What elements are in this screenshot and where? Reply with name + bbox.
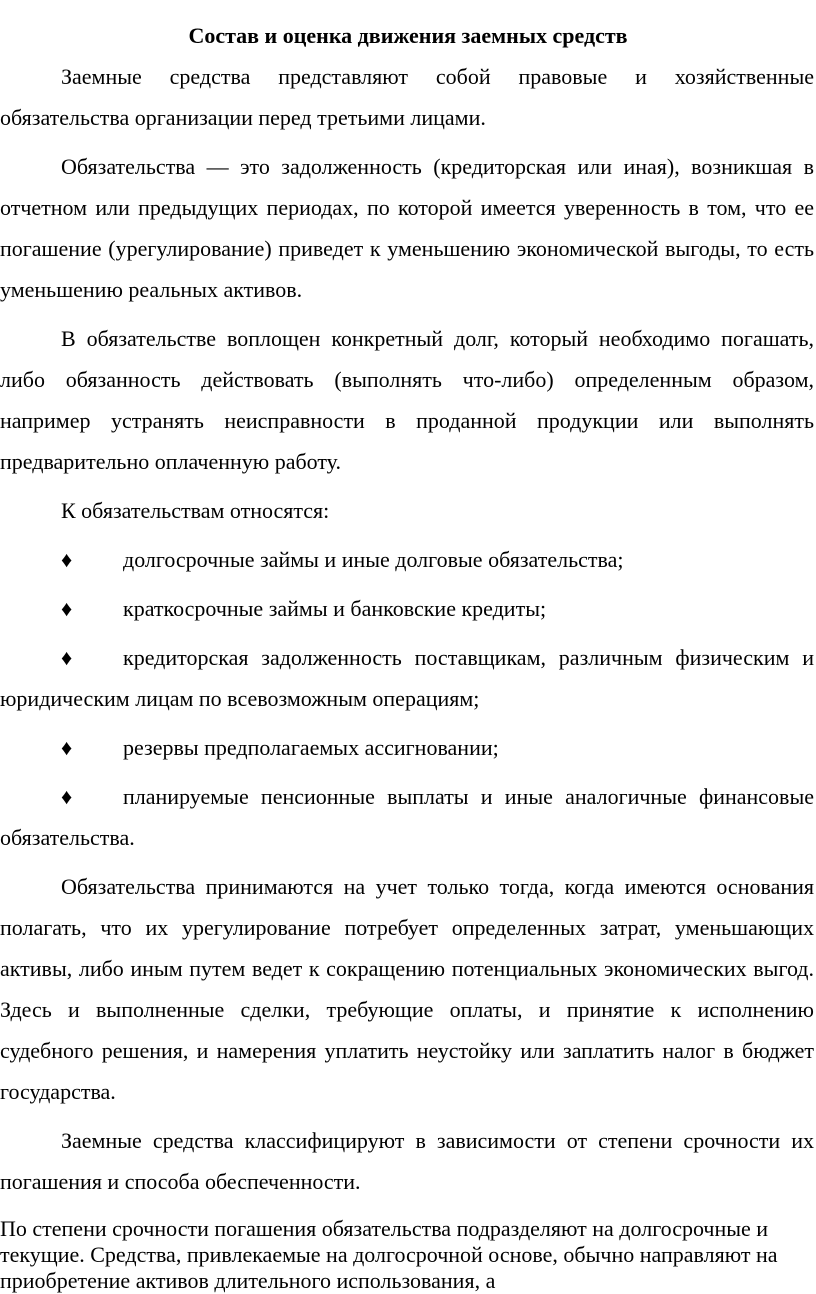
list-item — [0, 776, 814, 858]
paragraph-list-intro: К обязательствам относятся: — [61, 498, 330, 523]
document-title: Состав и оценка движения заемных средств — [188, 23, 628, 48]
list-item — [0, 727, 814, 768]
list-item — [0, 588, 814, 629]
diamond-bullet-icon: ♦ — [61, 547, 73, 572]
diamond-bullet-icon: ♦ — [61, 596, 73, 621]
diamond-bullet-icon: ♦ — [61, 645, 73, 670]
paragraph-classification: Заемные средства классифицируют в зависимости от степени срочности их погашения и способа обеспеченности. — [0, 1128, 814, 1194]
list-item — [0, 539, 814, 580]
paragraph-definition: Заемные средства представляют собой правовые и хозяйственные обязательства организации перед третьими лицами. — [0, 64, 814, 130]
paragraph-debt: В обязательстве воплощен конкретный долг, который необходимо погашать, либо обязанность действовать (выполнять что-либо) определенным образом, например устранять неисправности в проданной продукции или выполнять предварительно оплаченную работу. — [0, 326, 814, 474]
list-item-text: кредиторская задолженность поставщикам, различным физическим и юридическим лицам по всевозможным операциям; — [0, 645, 814, 711]
paragraph-maturity: По степени срочности погашения обязательства подразделяют на долгосрочные и текущие. Средства, привлекаемые на долгосрочной основе, обычно направляют на приобретение активов длительного использования, а — [0, 1216, 778, 1293]
list-item — [0, 637, 814, 719]
diamond-bullet-icon: ♦ — [61, 735, 73, 760]
paragraph-recognition: Обязательства принимаются на учет только тогда, когда имеются основания полагать, что их урегулирование потребует определенных затрат, уменьшающих активы, либо иным путем ведет к сокращению потенциальных экономических выгод. Здесь и выполненные сделки, требующие оплаты, и принятие к исполнению судебного решения, и намерения уплатить неустойку или заплатить налог в бюджет государства. — [0, 874, 814, 1104]
paragraph-obligations: Обязательства — это задолженность (кредиторская или иная), возникшая в отчетном или предыдущих периодах, по которой имеется уверенность в том, что ее погашение (урегулирование) приведет к уменьшению экономической выгоды, то есть уменьшению реальных активов. — [0, 154, 814, 302]
list-item-text: планируемые пенсионные выплаты и иные аналогичные финансовые обязательства. — [0, 784, 814, 850]
document-body — [0, 56, 814, 1294]
list-item-text: долгосрочные займы и иные долговые обязательства; — [123, 547, 624, 572]
list-item-text: краткосрочные займы и банковские кредиты; — [123, 596, 547, 621]
list-item-text: резервы предполагаемых ассигновании; — [123, 735, 499, 760]
diamond-bullet-icon: ♦ — [61, 784, 73, 809]
